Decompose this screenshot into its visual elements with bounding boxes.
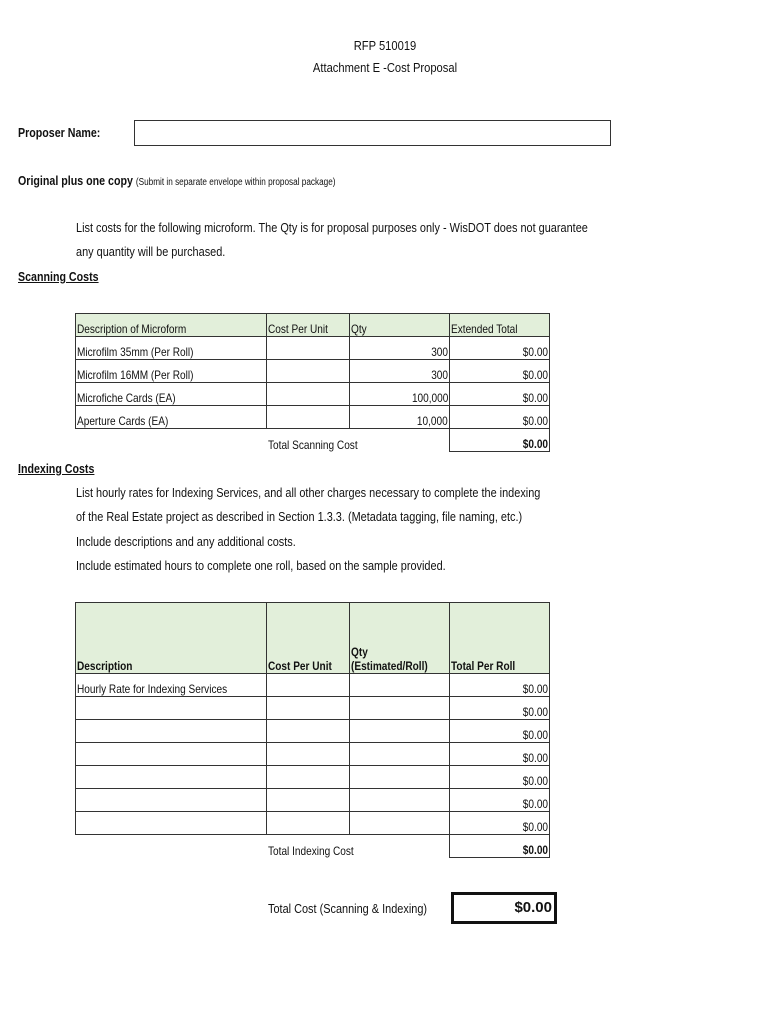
description-input[interactable]: Hourly Rate for Indexing Services: [76, 674, 267, 697]
row-total-per-roll: $0.00: [450, 789, 550, 812]
col-header-cost-per-unit: Cost Per Unit: [267, 314, 350, 337]
description-input[interactable]: [76, 766, 267, 789]
qty-input[interactable]: [350, 697, 450, 720]
col-header-qty: Qty: [350, 314, 450, 337]
col-header-qty: Qty (Estimated/Roll): [350, 603, 450, 674]
table-row: [76, 789, 550, 812]
cost-per-unit-input[interactable]: [267, 383, 350, 406]
total-scanning-label: Total Scanning Cost: [267, 437, 358, 452]
proposer-name-label: Proposer Name:: [18, 125, 101, 140]
col-header-cost-per-unit: Cost Per Unit: [267, 603, 350, 674]
col-header-extended-total: Extended Total: [450, 314, 550, 337]
original-copy-label: [18, 173, 336, 188]
indexing-intro-line4: Include estimated hours to complete one roll, based on the sample provided.: [76, 558, 446, 573]
total-indexing-value: $0.00: [450, 835, 550, 858]
qty-input[interactable]: [350, 743, 450, 766]
proposer-name-field[interactable]: [134, 120, 611, 146]
description-input[interactable]: [76, 789, 267, 812]
qty-input[interactable]: [350, 720, 450, 743]
cost-per-unit-input[interactable]: [267, 720, 350, 743]
total-indexing-label: Total Indexing Cost: [267, 835, 450, 858]
document-subtitle: Attachment E -Cost Proposal: [312, 60, 458, 75]
row-description: Microfilm 35mm (Per Roll): [76, 337, 267, 360]
col-header-total-per-roll: Total Per Roll: [450, 603, 550, 674]
grand-total-label: Total Cost (Scanning & Indexing): [268, 901, 428, 916]
description-input[interactable]: [76, 697, 267, 720]
qty-input[interactable]: [350, 789, 450, 812]
row-qty: 300: [350, 337, 450, 360]
indexing-header-row: [76, 603, 550, 674]
qty-input[interactable]: [350, 812, 450, 835]
table-row: [76, 697, 550, 720]
table-row: [76, 720, 550, 743]
row-description: Microfilm 16MM (Per Roll): [76, 360, 267, 383]
indexing-total-row: [76, 835, 550, 858]
table-row: [76, 743, 550, 766]
row-total-per-roll: $0.00: [450, 766, 550, 789]
scanning-intro-line1: List costs for the following microform. The Qty is for proposal purposes only - WisDOT does not guarantee: [76, 220, 588, 235]
cost-per-unit-input[interactable]: [267, 674, 350, 697]
qty-input[interactable]: [350, 674, 450, 697]
cost-per-unit-input[interactable]: [267, 812, 350, 835]
table-row: [76, 674, 550, 697]
row-extended-total: $0.00: [450, 406, 550, 429]
table-row: [76, 766, 550, 789]
table-row: [76, 337, 550, 360]
indexing-costs-table: [75, 602, 550, 858]
row-qty: 300: [350, 360, 450, 383]
row-extended-total: $0.00: [450, 383, 550, 406]
cost-per-unit-input[interactable]: [267, 697, 350, 720]
scanning-costs-table: [75, 313, 550, 452]
row-total-per-roll: $0.00: [450, 743, 550, 766]
indexing-intro-line3: Include descriptions and any additional costs.: [76, 534, 296, 549]
row-description: Microfiche Cards (EA): [76, 383, 267, 406]
indexing-intro-line2: of the Real Estate project as described in Section 1.3.3. (Metadata tagging, file naming, etc.): [76, 509, 523, 524]
scanning-costs-heading: Scanning Costs: [18, 269, 99, 284]
table-row: [76, 812, 550, 835]
cost-per-unit-input[interactable]: [267, 743, 350, 766]
cost-per-unit-input[interactable]: [267, 766, 350, 789]
col-header-description: Description of Microform: [76, 314, 267, 337]
description-input[interactable]: [76, 743, 267, 766]
table-row: [76, 406, 550, 429]
rfp-number: RFP 510019: [353, 38, 417, 53]
indexing-costs-heading: Indexing Costs: [18, 461, 95, 476]
row-qty: 100,000: [350, 383, 450, 406]
table-row: [76, 360, 550, 383]
row-total-per-roll: $0.00: [450, 812, 550, 835]
qty-input[interactable]: [350, 766, 450, 789]
grand-total-value: $0.00: [451, 892, 557, 924]
scanning-total-row: [76, 429, 550, 452]
description-input[interactable]: [76, 720, 267, 743]
row-total-per-roll: $0.00: [450, 697, 550, 720]
scanning-header-row: [76, 314, 550, 337]
row-description: Aperture Cards (EA): [76, 406, 267, 429]
scanning-intro-line2: any quantity will be purchased.: [76, 244, 226, 259]
original-copy-note: (Submit in separate envelope within proposal package): [135, 177, 336, 188]
col-header-description: Description: [76, 603, 267, 674]
indexing-intro-line1: List hourly rates for Indexing Services, and all other charges necessary to complete the indexing: [76, 485, 541, 500]
row-total-per-roll: $0.00: [450, 674, 550, 697]
cost-per-unit-input[interactable]: [267, 360, 350, 383]
row-qty: 10,000: [350, 406, 450, 429]
table-row: [76, 383, 550, 406]
total-scanning-value: $0.00: [450, 429, 550, 452]
cost-per-unit-input[interactable]: [267, 789, 350, 812]
row-extended-total: $0.00: [450, 337, 550, 360]
row-extended-total: $0.00: [450, 360, 550, 383]
row-total-per-roll: $0.00: [450, 720, 550, 743]
cost-per-unit-input[interactable]: [267, 406, 350, 429]
cost-per-unit-input[interactable]: [267, 337, 350, 360]
original-copy-text: Original plus one copy: [18, 173, 133, 188]
description-input[interactable]: [76, 812, 267, 835]
